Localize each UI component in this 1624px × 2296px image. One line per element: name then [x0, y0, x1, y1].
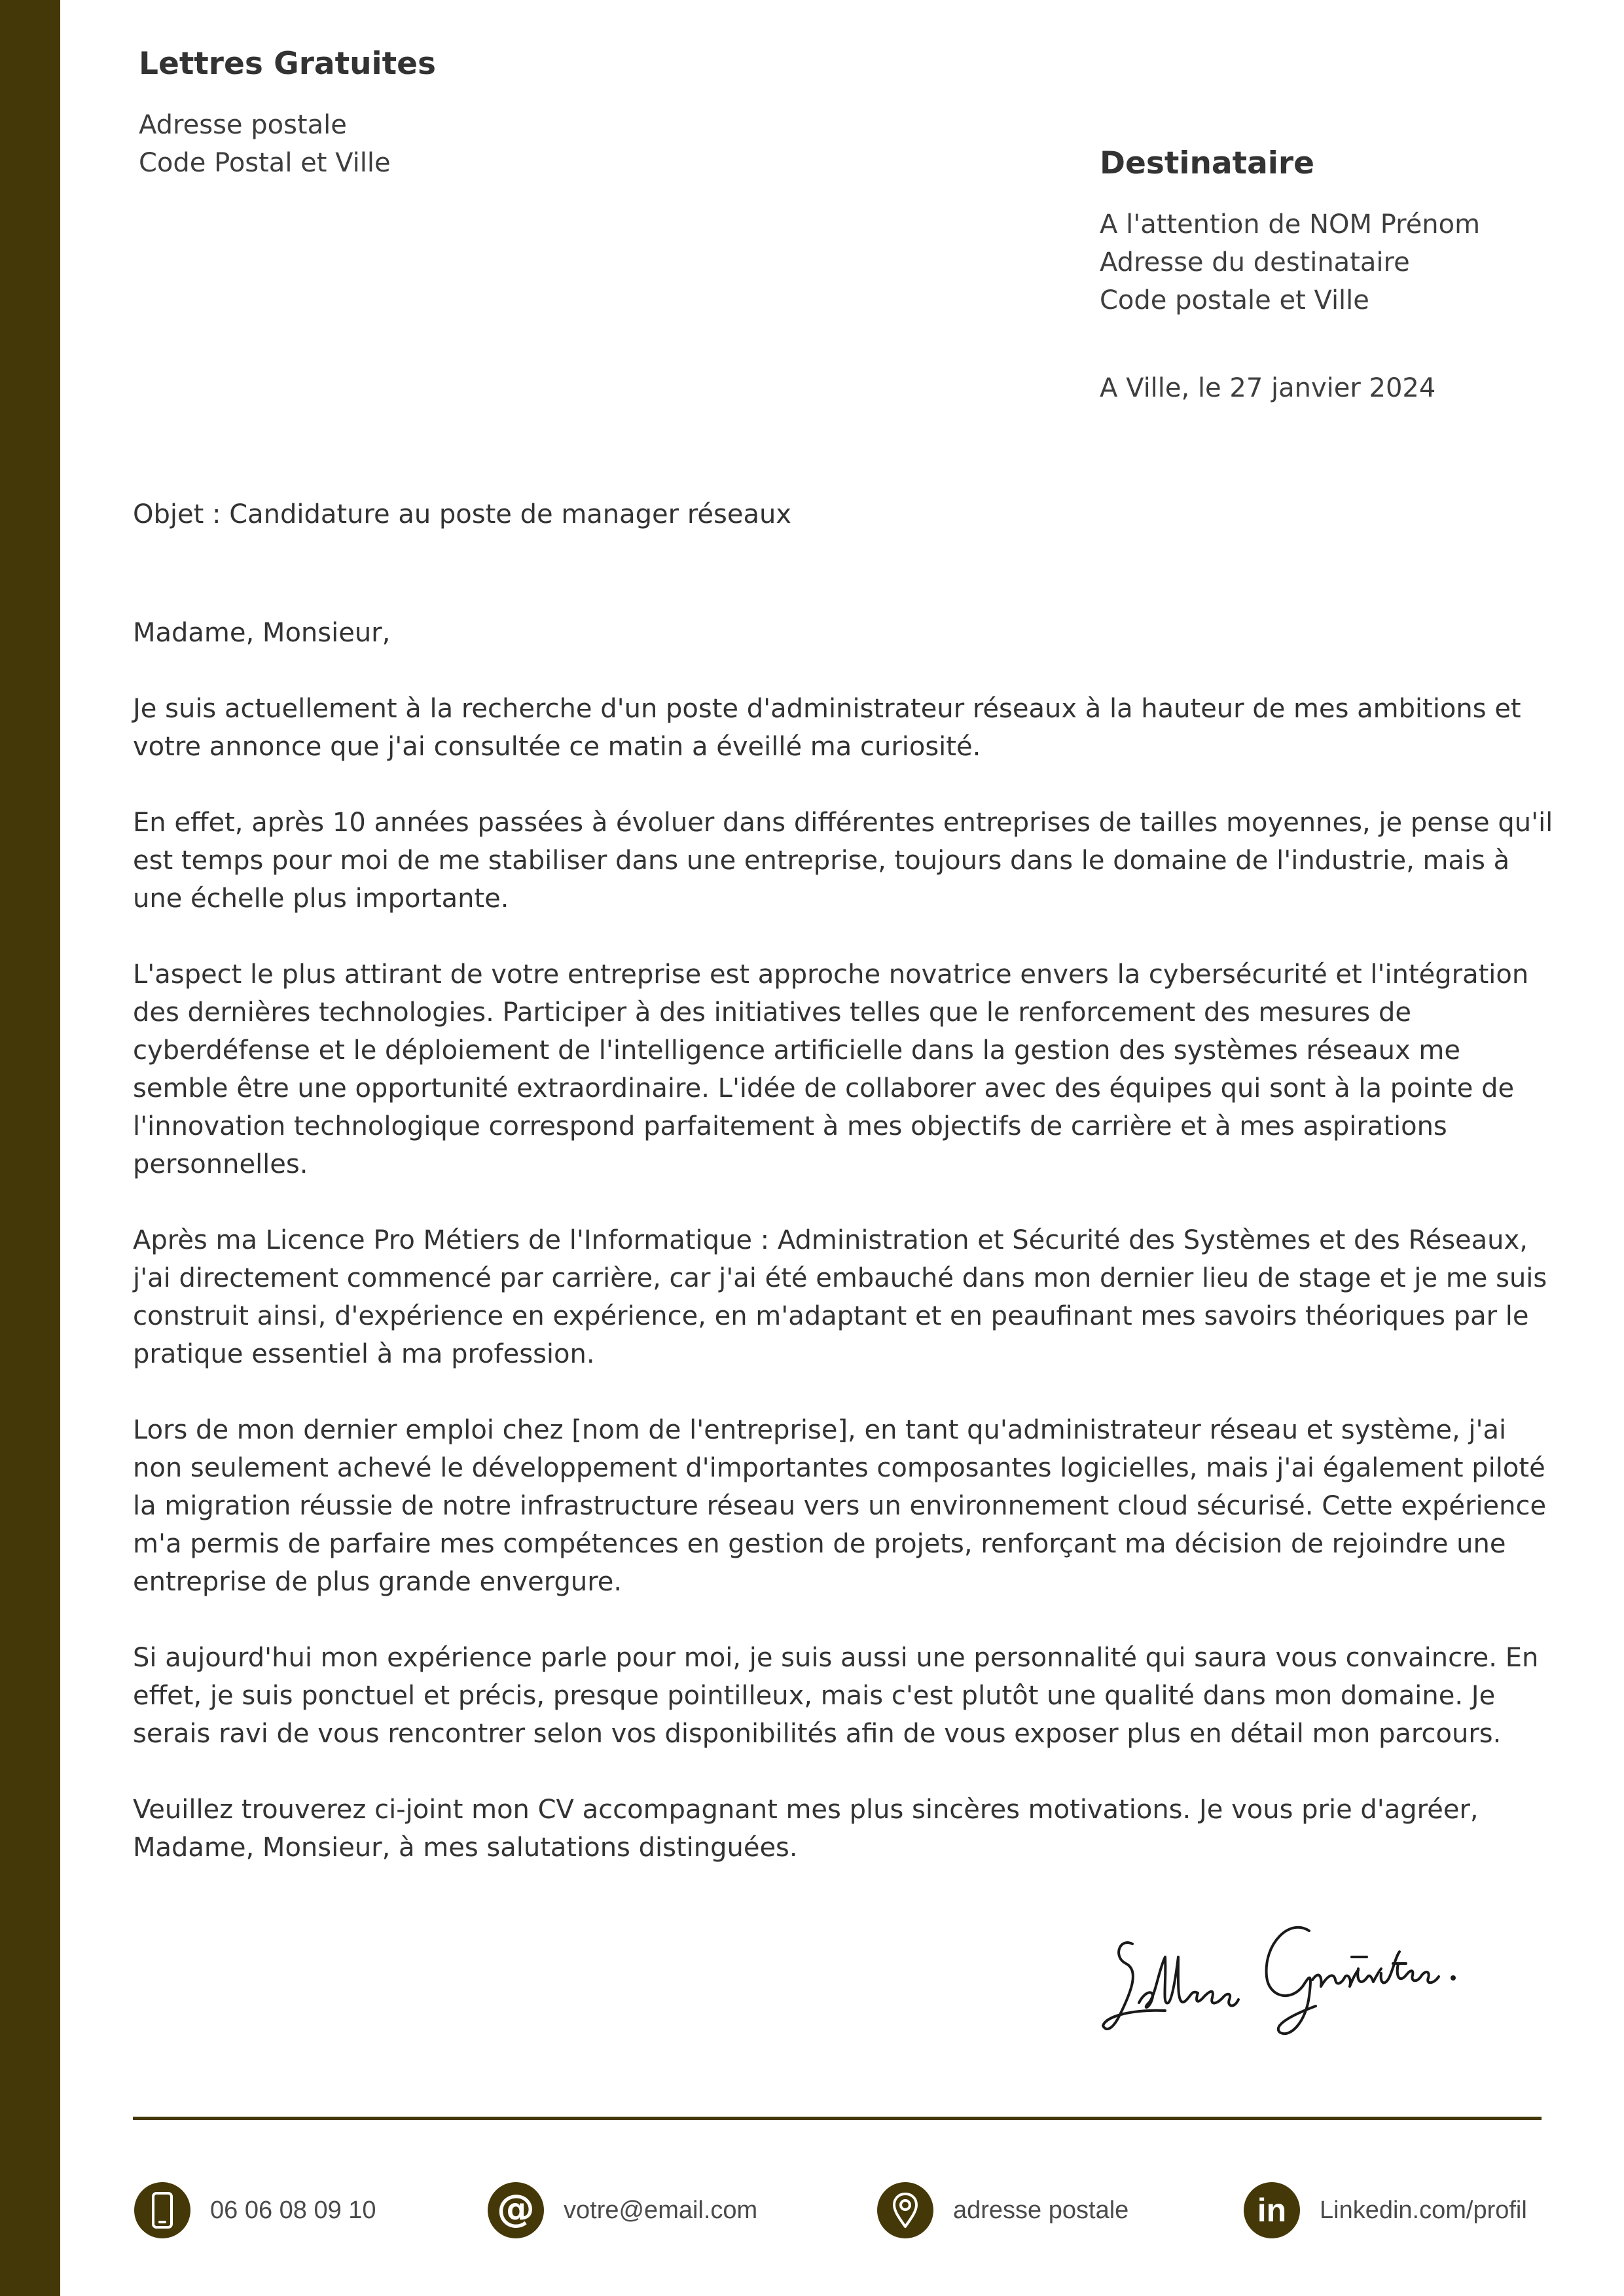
linkedin-icon: in — [1244, 2182, 1300, 2238]
recipient-attention: A l'attention de NOM Prénom — [1100, 209, 1481, 240]
email-address: votre@email.com — [564, 2196, 758, 2224]
at-sign-icon: @ — [488, 2182, 544, 2238]
linkedin-profile: Linkedin.com/profil — [1320, 2196, 1527, 2224]
location-pin-icon — [877, 2182, 933, 2238]
body-paragraph-6: Si aujourd'hui mon expérience parle pour moi, je suis aussi une personnalité qui saura vous convaincre. En effet, je suis ponctuel et précis, presque pointilleux, mais c'est plutôt une qualité dans mon domaine. Je serais ravi de vous rencontrer selon vos disponibilités afin de vous exposer plus en détail mon parcours. — [133, 1643, 1539, 1749]
footer-address — [877, 2181, 1128, 2240]
side-accent-bar — [0, 0, 60, 2296]
letter-subject: Objet : Candidature au poste de manager réseaux — [133, 499, 791, 529]
body-paragraph-5: Lors de mon dernier emploi chez [nom de l'entreprise], en tant qu'administrateur réseau et système, j'ai non seulement achevé le développement d'importantes composantes logicielles, mais j'ai également piloté la migration réussie de notre infrastructure réseau vers un environnement cloud sécurisé. Cette expérience m'a permis de parfaire mes compétences en gestion de projets, renforçant ma décision de rejoindre une entreprise de plus grande envergure. — [133, 1415, 1547, 1597]
letter-body — [133, 614, 1560, 1905]
body-paragraph-3: L'aspect le plus attirant de votre entreprise est approche novatrice envers la cybersécurité et l'intégration des dernières technologies. Participer à des initiatives telles que le renforcement des mesures de cyberdéfense et le déploiement de l'intelligence artificielle dans la gestion des systèmes réseaux me semble être une opportunité extraordinaire. L'idée de collaborer avec des équipes qui sont à la pointe de l'innovation technologique correspond parfaitement à mes objectifs de carrière et à mes aspirations personnelles. — [133, 960, 1529, 1179]
recipient-address: Adresse du destinataire — [1100, 247, 1410, 278]
footer-email — [488, 2181, 757, 2240]
phone-icon — [134, 2182, 190, 2238]
postal-address: adresse postale — [953, 2196, 1129, 2224]
body-paragraph-1: Je suis actuellement à la recherche d'un poste d'administrateur réseaux à la hauteur de mes ambitions et votre annonce que j'ai consultée ce matin a éveillé ma curiosité. — [133, 694, 1521, 762]
body-paragraph-2: En effet, après 10 années passées à évoluer dans différentes entreprises de tailles moyennes, je pense qu'il est temps pour moi de me stabiliser dans une entreprise, toujours dans le domaine de l'industrie, mais à une échelle plus importante. — [133, 808, 1553, 914]
recipient-city: Code postale et Ville — [1100, 285, 1369, 315]
handwritten-signature — [1093, 1892, 1486, 2049]
footer-divider — [133, 2117, 1542, 2120]
recipient-title: Destinataire — [1100, 145, 1314, 181]
sender-address: Adresse postale — [139, 110, 347, 140]
letter-date: A Ville, le 27 janvier 2024 — [1100, 373, 1436, 403]
salutation: Madame, Monsieur, — [133, 618, 391, 648]
phone-number: 06 06 08 09 10 — [210, 2196, 376, 2224]
sender-name: Lettres Gratuites — [139, 46, 436, 82]
footer-phone — [134, 2181, 376, 2240]
footer-linkedin — [1244, 2181, 1527, 2240]
sender-city: Code Postal et Ville — [139, 148, 391, 178]
body-paragraph-4: Après ma Licence Pro Métiers de l'Informatique : Administration et Sécurité des Systèmes et des Réseaux, j'ai directement commencé par carrière, car j'ai été embauché dans mon dernier lieu de stage et je me suis construit ainsi, d'expérience en expérience, en m'adaptant et en peaufinant mes savoirs théoriques par le pratique essentiel à ma profession. — [133, 1225, 1547, 1369]
closing-paragraph: Veuillez trouverez ci-joint mon CV accompagnant mes plus sincères motivations. Je vous prie d'agréer, Madame, Monsieur, à mes salutations distinguées. — [133, 1795, 1479, 1863]
